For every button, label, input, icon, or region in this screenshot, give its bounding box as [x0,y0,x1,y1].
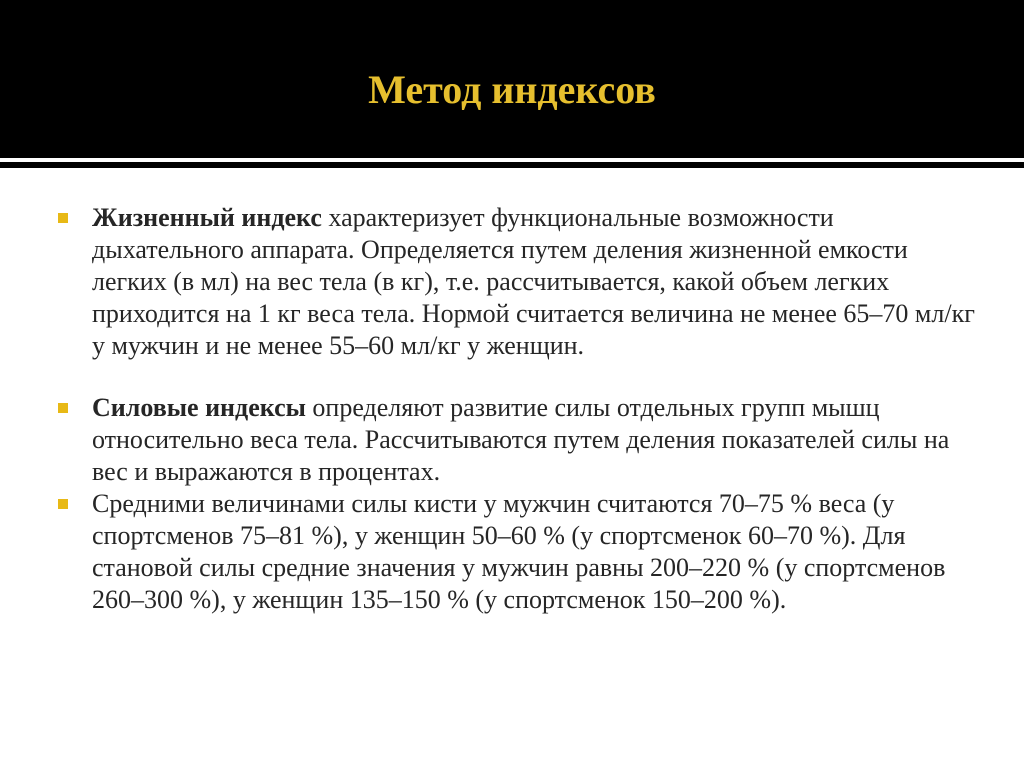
bullet-item-vital-index [58,202,988,362]
square-bullet-icon [58,213,68,223]
slide-title: Метод индексов [368,67,656,112]
slide-header [0,0,1024,158]
bullet-term: Силовые индексы [92,393,306,422]
header-divider [0,158,1024,162]
bullet-item-strength-indices [58,392,988,488]
slide-body [0,168,1024,768]
bullet-text: определяют развитие силы отдельных групп мышц относительно веса тела. Рассчитываются путем деления показателей силы на вес и выражаются в процентах. [92,393,950,486]
bullet-text: Средними величинами силы кисти у мужчин считаются 70–75 % веса (у спортсменов 75–81 %), у женщин 50–60 % (у спортсменок 60–70 %). Для становой силы средние значения у мужчин равны 200–220 % (у спортсменов 260–300 %), у женщин 135–150 % (у спортсменок 150–200 %). [92,489,946,614]
bullet-list [58,202,988,616]
square-bullet-icon [58,403,68,413]
bullet-item-average-values [58,488,988,616]
bullet-term: Жизненный индекс [92,203,322,232]
square-bullet-icon [58,499,68,509]
bullet-text: характеризует функциональные возможности дыхательного аппарата. Определяется путем деления жизненной емкости легких (в мл) на вес тела (в кг), т.е. рассчитывается, какой объем легких приходится на 1 кг веса тела. Нормой считается величина не менее 65–70 мл/кг у мужчин и не менее 55–60 мл/кг у женщин. [92,203,975,360]
